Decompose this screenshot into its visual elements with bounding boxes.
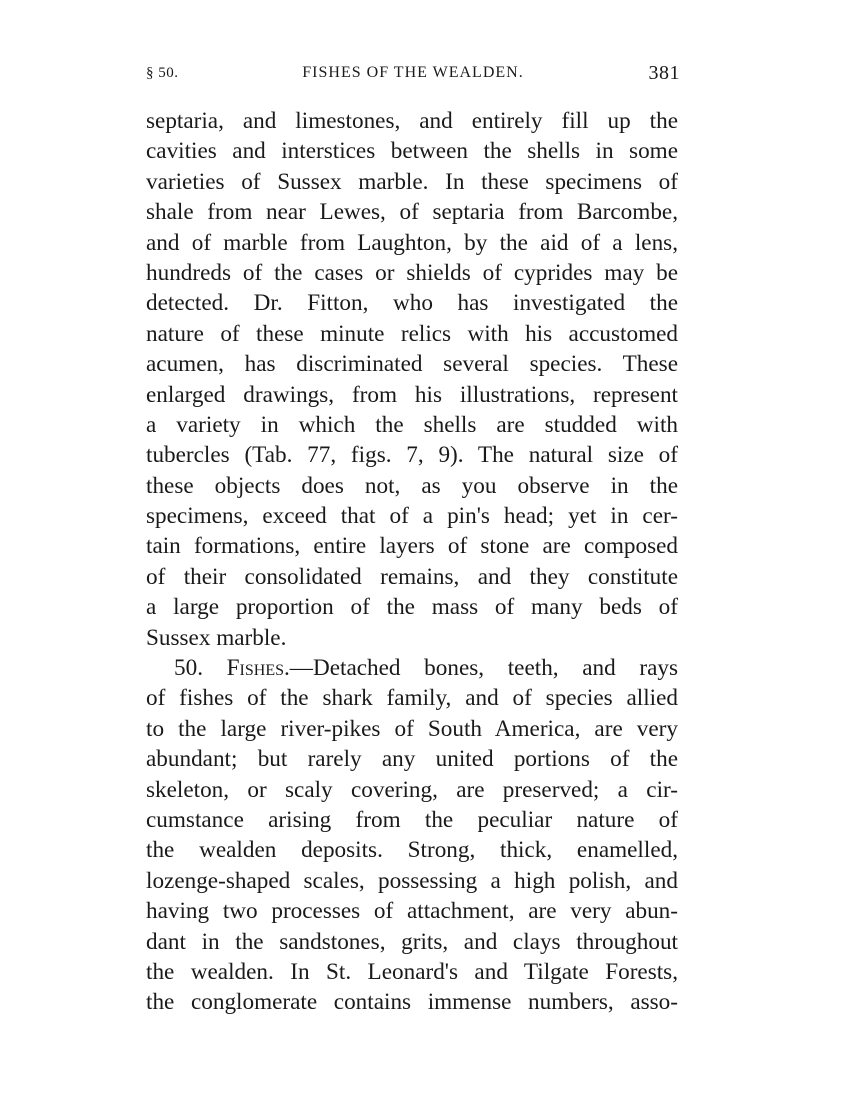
text-line: nature of these minute relics with his accustomed	[146, 320, 678, 347]
text-line: septaria, and limestones, and entirely fill up the	[146, 108, 678, 134]
section-first-line-text: —Detached bones, teeth, and rays	[289, 655, 679, 682]
text-line: abundant; but rarely any united portions of the	[146, 746, 678, 773]
text-line: of fishes of the shark family, and of species allied	[146, 685, 678, 712]
text-line: cumstance arising from the peculiar nature of	[146, 806, 678, 833]
text-line: cavities and interstices between the shells in some	[146, 138, 678, 165]
text-line: enlarged drawings, from his illustrations, represent	[146, 381, 678, 408]
text-line: the conglomerate contains immense numbers, asso-	[146, 989, 678, 1016]
text-line: shale from near Lewes, of septaria from Barcombe,	[146, 199, 678, 226]
page-number: 381	[648, 62, 680, 84]
text-line: specimens, exceed that of a pin's head; yet in cer-	[146, 503, 678, 530]
text-line: tubercles (Tab. 77, figs. 7, 9). The natural size of	[146, 442, 678, 469]
text-line: these objects does not, as you observe in the	[146, 472, 678, 499]
text-line: tain formations, entire layers of stone are composed	[146, 533, 678, 560]
text-line: lozenge-shaped scales, possessing a high polish, and	[146, 867, 678, 894]
text-line: a large proportion of the mass of many beds of	[146, 594, 678, 621]
text-line: of their consolidated remains, and they constitute	[146, 563, 678, 590]
section-heading: Fishes.	[226, 655, 290, 682]
body-text	[146, 106, 678, 1018]
text-line: a variety in which the shells are studded with	[146, 411, 678, 438]
text-line: Sussex marble.	[146, 624, 287, 651]
text-line: acumen, has discriminated several species. These	[146, 351, 678, 378]
section-mark: § 50.	[146, 65, 179, 81]
text-line: having two processes of attachment, are very abun-	[146, 898, 678, 925]
text-line: to the large river-pikes of South America, are very	[146, 715, 678, 742]
text-line: detected. Dr. Fitton, who has investigated the	[146, 290, 678, 317]
text-line: hundreds of the cases or shields of cyprides may be	[146, 259, 678, 286]
text-line: and of marble from Laughton, by the aid of a lens,	[146, 229, 678, 256]
text-line: skeleton, or scaly covering, are preserved; a cir-	[146, 776, 678, 803]
running-title: FISHES OF THE WEALDEN.	[302, 64, 524, 81]
text-line: the wealden. In St. Leonard's and Tilgate Forests,	[146, 958, 678, 985]
section-number: 50.	[174, 655, 203, 682]
running-header	[146, 62, 680, 88]
section-first-line	[146, 653, 678, 683]
text-line: dant in the sandstones, grits, and clays throughout	[146, 928, 678, 955]
text-line: varieties of Sussex marble. In these specimens of	[146, 168, 678, 195]
text-line: the wealden deposits. Strong, thick, enamelled,	[146, 837, 678, 864]
